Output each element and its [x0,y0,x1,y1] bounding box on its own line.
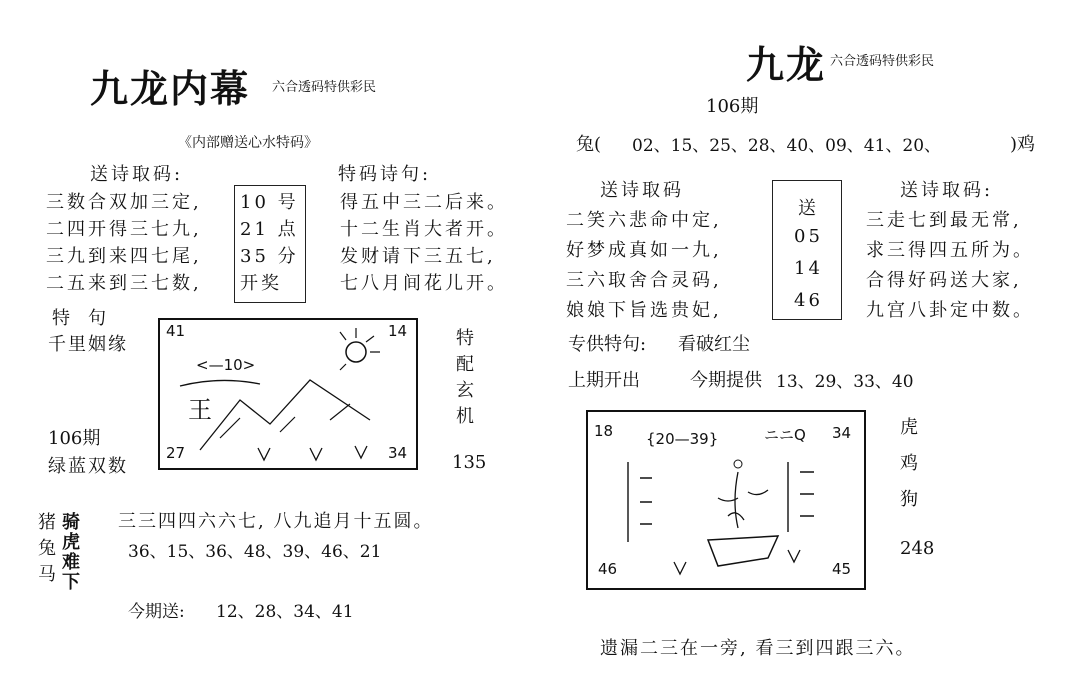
poem-line: 二笑六悲命中定, [566,210,722,231]
left-right-vertical [456,324,474,428]
picture-arrow-text: <—10> [196,356,256,374]
zodiac-char: 马 [38,564,56,585]
picture-range-text: {20—39} [646,430,719,448]
picture-corner-tr: 34 [832,424,852,442]
draw-time-line: 35 分 [240,246,299,267]
left-poem-left [46,188,202,296]
right-title-sub: 六合透码特供彩民 [830,54,935,69]
picture-corner-br: 45 [832,560,852,578]
right-poem-header-right: 送诗取码: [900,180,994,201]
right-rabbit-numbers: 02、15、25、28、40、09、41、20、 [632,136,942,156]
poem-line: 合得好码送大家, [866,270,1022,291]
left-sketch [160,320,416,468]
left-zodiac-col2 [62,508,80,593]
picture-corner-bl: 27 [166,444,186,462]
left-title: 九龙内幕 [90,66,251,111]
draw-time-line: 10 号 [240,192,299,213]
animal-char: 鸡 [900,453,918,474]
animal-char: 虎 [900,417,918,438]
poem-line: 求三得四五所为。 [866,240,1034,261]
right-poem-header-left: 送诗取码 [600,180,684,201]
right-special-label: 专供特句: [568,334,647,355]
left-picture [158,318,418,470]
left-issue: 106期 [48,428,101,449]
right-rabbit-end: )鸡 [1010,134,1036,155]
zodiac-char: 难 [62,552,80,573]
zodiac-char: 虎 [62,532,80,553]
picture-corner-tr: 14 [388,322,408,340]
vertical-char: 机 [456,406,474,427]
right-last-label: 上期开出 [568,370,640,391]
left-subtitle: 《内部赠送心水特码》 [178,135,318,151]
right-poem-right [866,206,1034,326]
right-poem-left [566,206,722,326]
vertical-char: 特 [456,328,474,349]
poem-line: 发财请下三五七, [340,246,496,267]
poem-line: 七八月间花儿开。 [340,273,508,294]
right-send-numbers [794,194,823,322]
send-line: 14 [794,258,823,279]
right-title: 九龙 [746,42,827,87]
picture-corner-bl: 46 [598,560,618,578]
left-draw-time [240,188,299,296]
vertical-char: 玄 [456,380,474,401]
left-special-label: 特 句 [52,308,106,329]
picture-mark: 王 [188,396,212,424]
poem-line: 娘娘下旨选贵妃, [566,300,722,321]
zodiac-char: 兔 [38,538,56,559]
poem-line: 二五来到三七数, [46,273,202,294]
right-bottom-line: 遗漏二三在一旁, 看三到四跟三六。 [600,638,916,659]
right-rabbit-start: 兔( [576,134,602,155]
right-animals [900,410,918,518]
draw-time-line: 21 点 [240,219,299,240]
left-right-number: 135 [452,452,487,473]
right-number: 248 [900,538,935,559]
right-picture [586,410,866,590]
zodiac-char: 骑 [62,512,80,533]
zodiac-char: 下 [62,572,80,593]
poem-line: 三六取舍合灵码, [566,270,722,291]
picture-mark: ニニQ [764,426,806,444]
left-title-sub: 六合透码特供彩民 [272,80,377,95]
left-zodiac-col1 [38,508,56,586]
left-special-text: 千里姻缘 [48,334,128,355]
right-today-numbers: 13、29、33、40 [776,372,914,392]
send-line: 送 [797,198,819,219]
right-sketch [588,412,864,588]
left-poem-header-left: 送诗取码: [90,164,184,185]
poem-line: 三数合双加三定, [46,192,202,213]
poem-line: 十二生肖大者开。 [340,219,508,240]
send-line: 46 [794,290,823,311]
poem-line: 好梦成真如一九, [566,240,722,261]
left-numbers: 36、15、36、48、39、46、21 [128,542,382,562]
picture-corner-tl: 41 [166,322,186,340]
right-issue: 106期 [706,96,759,117]
left-color-text: 绿蓝双数 [48,456,128,477]
poem-line: 九宫八卦定中数。 [866,300,1034,321]
right-today-label: 今期提供 [690,370,762,391]
left-poem-right [340,188,508,296]
poem-line: 二四开得三七九, [46,219,202,240]
poem-line: 三九到来四七尾, [46,246,202,267]
left-today-numbers: 12、28、34、41 [216,602,354,622]
picture-corner-br: 34 [388,444,408,462]
poem-line: 三走七到最无常, [866,210,1022,231]
animal-char: 狗 [900,489,918,510]
zodiac-char: 猪 [38,512,56,533]
send-line: 05 [794,226,823,247]
picture-corner-tl: 18 [594,422,614,440]
draw-time-line: 开奖 [240,273,282,294]
left-poem-header-right: 特码诗句: [338,164,432,185]
left-riddle: 三三四四六六七, 八九追月十五圆。 [118,511,434,532]
right-special-text: 看破红尘 [678,334,750,355]
vertical-char: 配 [456,354,474,375]
poem-line: 得五中三二后来。 [340,192,508,213]
left-today-label: 今期送: [128,602,185,622]
